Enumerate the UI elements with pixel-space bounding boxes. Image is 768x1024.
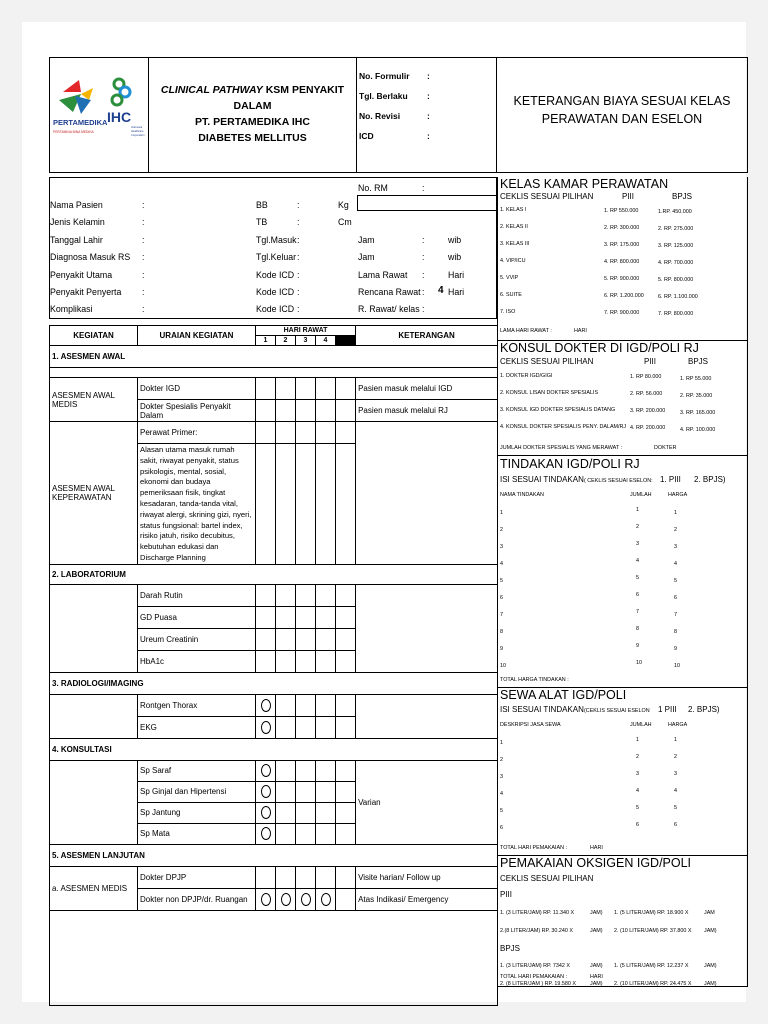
check-cell[interactable] [276, 444, 296, 565]
sewa-harga-number: 2 [674, 754, 677, 760]
opt-bpjs: 2. BPJS) [688, 705, 720, 714]
check-box[interactable] [256, 444, 276, 565]
label-bb: BB [256, 200, 268, 210]
svg-text:Corporation: Corporation [131, 134, 145, 137]
kons-sp-saraf: Sp Saraf [138, 760, 256, 781]
oksigen-unit: JAM) [590, 963, 603, 969]
col-kegiatan: KEGIATAN [50, 326, 138, 346]
label-jam: Jam [358, 235, 375, 245]
bpjs-label: BPJS [688, 357, 709, 366]
total-harga-label: TOTAL HARGA TINDAKAN : [500, 677, 569, 683]
form-header [49, 57, 748, 173]
opt-piii: 1 PIII [658, 705, 677, 714]
table-row [50, 584, 498, 606]
colon: : [142, 200, 145, 210]
table-row [50, 760, 498, 781]
ceklis-eselon-label: ( CEKLIS SESUAI ESELON: [584, 478, 653, 484]
tindakan-jumlah-number: 10 [636, 660, 642, 666]
asesmen-medis-a: a. ASESMEN MEDIS [50, 866, 138, 910]
tindakan-jumlah-number: 6 [636, 592, 639, 598]
kelas-bpjs-price: 7. RP. 800.000 [658, 311, 694, 317]
konsul-piii-price: 2. RP. 56.000 [630, 391, 663, 397]
check-cell[interactable] [296, 378, 316, 400]
label-kode-icd: Kode ICD [256, 287, 295, 297]
right-title-line1: KETERANGAN BIAYA SESUAI KELAS [513, 94, 731, 108]
tindakan-harga-number: 1 [674, 510, 677, 516]
kelas-piii-price: 2. RP. 300.000 [604, 225, 640, 231]
kelas-bpjs-price: 2. RP. 275.000 [658, 226, 694, 232]
kelas-piii-price: 4. RP. 800.000 [604, 259, 640, 265]
kelas-item: 5. VVIP [500, 275, 519, 281]
piii-label: PIII [500, 890, 513, 899]
kelas-item: 2. KELAS II [500, 224, 528, 230]
jumlah-header: JUMLAH [630, 722, 652, 728]
oksigen-option: 1. (3 LITER/JAM) RP. 11.340 X [500, 910, 575, 916]
konsul-bpjs-price: 1. RP 55.000 [680, 376, 712, 382]
colon: : [422, 287, 425, 297]
section-asesmen-lanjutan: 5. ASESMEN LANJUTAN [50, 844, 498, 866]
oksigen-title: PEMAKAIAN OKSIGEN IGD/POLI [500, 856, 692, 870]
right-title-line2: PERAWATAN DAN ESELON [541, 112, 703, 126]
svg-text:IHC: IHC [107, 109, 132, 125]
tindakan-row-number: 10 [500, 663, 506, 669]
konsul-piii-price: 3. RP. 200.000 [630, 408, 666, 414]
konsul-bpjs-price: 4. RP. 100.000 [680, 427, 716, 433]
kelas-item: 1. KELAS I [500, 207, 527, 213]
kelas-bpjs-price: 4. RP. 700.000 [658, 260, 694, 266]
tindakan-jumlah-number: 1 [636, 507, 639, 513]
table-row [50, 378, 498, 400]
no-rm-label: No. RM [358, 183, 388, 193]
meta-icd: ICD : [359, 131, 430, 141]
ceklis-eselon-label: (CEKLIS SESUAI ESELON [584, 708, 650, 714]
total-hari-label: TOTAL HARI PEMAKAIAN : [500, 845, 567, 851]
colon: : [297, 235, 300, 245]
kelas-bpjs-price: 1.RP. 450.000 [658, 209, 692, 215]
tindakan-jumlah-number: 4 [636, 558, 639, 564]
oksigen-unit: JAM) [704, 981, 717, 987]
kelas-piii-price: 7. RP. 900.000 [604, 310, 640, 316]
label-penyakit-penyerta: Penyakit Penyerta [50, 287, 122, 297]
tindakan-harga-number: 7 [674, 612, 677, 618]
tindakan-harga-number: 4 [674, 561, 677, 567]
piii-label: PIII [622, 192, 635, 201]
oksigen-option: 2. (8 LITER/JAM ) RP. 19.580 X [500, 981, 576, 987]
kons-sp-mata: Sp Mata [138, 823, 256, 844]
check-box[interactable] [256, 584, 276, 606]
oksigen-option: 2. (10 LITER/JAM) RP. 37.800 X [614, 928, 692, 934]
sewa-harga-number: 4 [674, 788, 677, 794]
oksigen-option: 1. (5 LITER/JAM) RP. 18.900 X [614, 910, 689, 916]
check-circle[interactable] [256, 781, 276, 802]
unit-cm: Cm [338, 217, 352, 227]
tindakan-row-number: 7 [500, 612, 503, 618]
colon: : [297, 200, 300, 210]
unit-hari: Hari [448, 287, 465, 297]
colon: : [142, 287, 145, 297]
tindakan-row-number: 4 [500, 561, 503, 567]
sewa-jumlah-number: 3 [636, 771, 639, 777]
svg-text:Healthcare: Healthcare [131, 130, 144, 133]
title-ksm: KSM PENYAKIT DALAM [233, 84, 345, 112]
colon: : [297, 217, 300, 227]
jumlah-dokter-label: JUMLAH DOKTER SPESIALIS YANG MERAWAT : [500, 445, 623, 451]
rencana-rawat-value: 4 [438, 285, 444, 296]
svg-text:PERTAMEDIKA: PERTAMEDIKA [53, 118, 108, 127]
lab-hba1c: HbA1c [138, 650, 256, 672]
oksigen-option: 2.(8 LITER/JAM) RP. 30.240 X [500, 928, 574, 934]
tindakan-jumlah-number: 8 [636, 626, 639, 632]
konsul-item: 1. DOKTER IGD/GIGI [500, 373, 553, 379]
label-nama-pasien: Nama Pasien [50, 200, 103, 210]
tindakan-harga-number: 5 [674, 578, 677, 584]
nama-tindakan-header: NAMA TINDAKAN [500, 492, 544, 498]
hari-label: HARI [574, 328, 587, 334]
konsul-item: 2. KONSUL LISAN DOKTER SPESIALIS [500, 390, 599, 396]
check-box[interactable] [256, 400, 276, 422]
opt-bpjs: 2. BPJS) [694, 475, 726, 484]
title-clinical-pathway: CLINICAL PATHWAY [160, 84, 263, 96]
label-tgl-masuk: Tgl.Masuk [256, 235, 297, 245]
sewa-row-number: 4 [500, 791, 503, 797]
lama-hari-label: LAMA HARI RAWAT : [500, 328, 552, 334]
check-box[interactable] [256, 606, 276, 628]
table-header-row [50, 326, 498, 336]
konsul-bpjs-price: 3. RP. 165.000 [680, 410, 716, 416]
kelas-item: 3. KELAS III [500, 241, 530, 247]
hari-label: HARI [590, 845, 603, 851]
colon: : [142, 304, 145, 314]
check-cell[interactable] [276, 400, 296, 422]
unit-hari: Hari [448, 270, 465, 280]
colon: : [297, 304, 300, 314]
check-cell[interactable] [276, 378, 296, 400]
day-4: 4 [316, 336, 336, 346]
ket-indikasi: Atas Indikasi/ Emergency [356, 888, 498, 910]
patient-info [49, 177, 497, 319]
sewa-row-number: 5 [500, 808, 503, 814]
check-cell[interactable] [296, 444, 316, 565]
meta-no-revisi: No. Revisi : [359, 111, 430, 121]
uraian-dokter-spesialis: Dokter Spesialis Penyakit Dalam [138, 400, 256, 422]
svg-text:PERTAMINA BINA MEDIKA: PERTAMINA BINA MEDIKA [53, 130, 94, 134]
tindakan-row-number: 9 [500, 646, 503, 652]
kelas-bpjs-price: 3. RP. 125.000 [658, 243, 694, 249]
unit-kg: Kg [338, 200, 349, 210]
colon: : [422, 304, 425, 314]
colon: : [422, 235, 425, 245]
sewa-jumlah-number: 5 [636, 805, 639, 811]
label-tgl-keluar: Tgl.Keluar [256, 252, 297, 262]
sewa-row-number: 6 [500, 825, 503, 831]
check-box[interactable] [256, 628, 276, 650]
piii-label: PIII [644, 357, 657, 366]
sewa-row-number: 1 [500, 740, 503, 746]
kelas-bpjs-price: 5. RP. 800.000 [658, 277, 694, 283]
check-box[interactable] [296, 866, 316, 888]
label-jenis-kelamin: Jenis Kelamin [50, 217, 105, 227]
tindakan-jumlah-number: 5 [636, 575, 639, 581]
svg-text:Indonesia: Indonesia [131, 126, 143, 129]
kelas-piii-price: 6. RP. 1.200.000 [604, 293, 644, 299]
section-konsultasi: 4. KONSULTASI [50, 738, 498, 760]
konsul-piii-price: 1. RP 80.000 [630, 374, 662, 380]
tindakan-harga-number: 8 [674, 629, 677, 635]
ceklis-label: CEKLIS SESUAI PILIHAN [500, 357, 594, 366]
unit-wib: wib [448, 235, 462, 245]
ceklis-label: CEKLIS SESUAI PILIHAN [500, 874, 594, 883]
sewa-jumlah-number: 4 [636, 788, 639, 794]
oksigen-option: 1. (5 LITER/JAM) RP. 12.237 X [614, 963, 689, 969]
colon: : [422, 270, 425, 280]
check-box[interactable] [256, 378, 276, 400]
ket-visite: Visite harian/ Follow up [356, 866, 498, 888]
oksigen-unit: JAM) [704, 963, 717, 969]
check-circle[interactable] [256, 888, 276, 910]
kons-sp-ginjal: Sp Ginjal dan Hipertensi [138, 781, 256, 802]
uraian-dokter-non-dpjp: Dokter non DPJP/dr. Ruangan [138, 888, 256, 910]
label-komplikasi: Komplikasi [50, 304, 93, 314]
table-row [50, 866, 498, 888]
pertamedika-logo-icon [51, 70, 149, 150]
tindakan-harga-number: 2 [674, 527, 677, 533]
konsul-bpjs-price: 2. RP. 35.000 [680, 393, 713, 399]
total-hari-label: TOTAL HARI PEMAKAIAN : [500, 974, 567, 980]
uraian-dokter-igd: Dokter IGD [138, 378, 256, 400]
check-circle[interactable] [296, 888, 316, 910]
label-penyakit-utama: Penyakit Utama [50, 270, 113, 280]
colon: : [142, 252, 145, 262]
oksigen-unit: JAM) [590, 910, 603, 916]
col-keterangan: KETERANGAN [356, 326, 498, 346]
check-cell[interactable] [316, 422, 336, 444]
label-diagnosa: Diagnosa Masuk RS [50, 252, 131, 262]
meta-no-formulir: No. Formulir : [359, 71, 430, 81]
check-cell[interactable] [316, 400, 336, 422]
check-box[interactable] [316, 866, 336, 888]
rad-ekg: EKG [138, 716, 256, 738]
ket-varian: Varian [356, 760, 498, 844]
check-cell[interactable] [336, 444, 356, 565]
form-title [149, 57, 357, 173]
right-header-title [497, 57, 748, 173]
table-row [50, 694, 498, 716]
tindakan-row-number: 1 [500, 510, 503, 516]
check-cell[interactable] [256, 422, 276, 444]
label-lama-rawat: Lama Rawat [358, 270, 408, 280]
colon: : [142, 270, 145, 280]
kelas-title: KELAS KAMAR PERAWATAN [500, 177, 669, 191]
sewa-row-number: 2 [500, 757, 503, 763]
page-background [22, 22, 746, 1002]
check-cell[interactable] [316, 444, 336, 565]
sewa-jumlah-number: 6 [636, 822, 639, 828]
colon: : [297, 287, 300, 297]
ket-rj: Pasien masuk melalui RJ [356, 400, 498, 422]
section-radiologi: 3. RADIOLOGI/IMAGING [50, 672, 498, 694]
uraian-dokter-dpjp: Dokter DPJP [138, 866, 256, 888]
bpjs-label: BPJS [672, 192, 693, 201]
day-3: 3 [296, 336, 316, 346]
kelas-piii-price: 1. RP 550.000 [604, 208, 639, 214]
kelas-piii-price: 5. RP. 900.000 [604, 276, 640, 282]
check-circle[interactable] [256, 760, 276, 781]
check-circle[interactable] [256, 694, 276, 716]
activities-table [49, 325, 497, 1006]
ceklis-label: CEKLIS SESUAI PILIHAN [500, 192, 594, 201]
sewa-harga-number: 1 [674, 737, 677, 743]
harga-header: HARGA [668, 492, 688, 498]
jumlah-header: JUMLAH [630, 492, 652, 498]
check-box[interactable] [276, 866, 296, 888]
oksigen-option: 1. (3 LITER/JAM) RP. 7342 X [500, 963, 571, 969]
check-cell[interactable] [296, 422, 316, 444]
check-circle[interactable] [256, 802, 276, 823]
check-cell[interactable] [336, 378, 356, 400]
oksigen-unit: JAM) [590, 981, 603, 987]
check-cell[interactable] [336, 422, 356, 444]
isi-tindakan-label: ISI SESUAI TINDAKAN [500, 475, 584, 484]
asesmen-awal-keperawatan: ASESMEN AWAL KEPERAWATAN [50, 422, 138, 565]
sewa-harga-number: 5 [674, 805, 677, 811]
konsul-piii-price: 4. RP. 200.000 [630, 425, 666, 431]
meta-tgl-berlaku: Tgl. Berlaku : [359, 91, 430, 101]
kelas-bpjs-price: 6. RP. 1.100.000 [658, 294, 698, 300]
uraian-perawat-primer: Perawat Primer: [138, 422, 256, 444]
oksigen-option: 2. (10 LITER/JAM) RP. 24.475 X [614, 981, 692, 987]
tindakan-row-number: 8 [500, 629, 503, 635]
kons-sp-jantung: Sp Jantung [138, 802, 256, 823]
check-circle[interactable] [256, 716, 276, 738]
konsul-item: 4. KONSUL DOKTER SPESIALIS PENY. DALAM/RJ [500, 424, 627, 430]
section-asesmen-awal: 1. ASESMEN AWAL [50, 346, 498, 368]
unit-wib: wib [448, 252, 462, 262]
label-rencana-rawat: Rencana Rawat [358, 287, 421, 297]
rad-rontgen-thorax: Rontgen Thorax [138, 694, 256, 716]
day-2: 2 [276, 336, 296, 346]
sewa-jumlah-number: 1 [636, 737, 639, 743]
sewa-harga-number: 3 [674, 771, 677, 777]
dokter-label: DOKTER [654, 445, 677, 451]
label-tanggal-lahir: Tanggal Lahir [50, 235, 103, 245]
asesmen-awal-medis: ASESMEN AWAL MEDIS [50, 378, 138, 422]
tindakan-jumlah-number: 2 [636, 524, 639, 530]
sewa-row-number: 3 [500, 774, 503, 780]
tindakan-title: TINDAKAN IGD/POLI RJ [500, 457, 640, 471]
tindakan-row-number: 2 [500, 527, 503, 533]
tindakan-jumlah-number: 7 [636, 609, 639, 615]
table-row [50, 422, 498, 444]
check-circle[interactable] [256, 823, 276, 844]
konsul-item: 3. KONSUL IGD DOKTER SPESIALIS DATANG [500, 407, 616, 413]
check-cell[interactable] [276, 422, 296, 444]
check-circle[interactable] [316, 888, 336, 910]
tindakan-row-number: 5 [500, 578, 503, 584]
colon: : [297, 270, 300, 280]
logo-cell [49, 57, 149, 173]
title-disease: DIABETES MELLITUS [198, 132, 307, 144]
kelas-item: 6. SUITE [500, 292, 522, 298]
tindakan-harga-number: 10 [674, 663, 680, 669]
uraian-alasan: Alasan utama masuk rumah sakit, riwayat penyakit, status psikologis, mental, sosial, ekonomi dan budaya pemeriksaan fisik, tingkat kesadaran, tanda-tanda vital, riwayat alergi, skrining gizi, nyeri, status fungsional: bartel index, risiko jatuh, risiko decubitus, kebutuhan edukasi dan Discharge Planning [138, 444, 256, 565]
col-uraian: URAIAN KEGIATAN [138, 326, 256, 346]
col-hari-rawat: HARI RAWAT [256, 326, 356, 336]
check-circle[interactable] [276, 888, 296, 910]
colon: : [142, 217, 145, 227]
lab-darah-rutin: Darah Rutin [138, 584, 256, 606]
section-laboratorium: 2. LABORATORIUM [50, 564, 498, 584]
sewa-title: SEWA ALAT IGD/POLI [500, 688, 627, 702]
tindakan-row-number: 6 [500, 595, 503, 601]
deskripsi-header: DESKRIPSI JASA SEWA [500, 722, 561, 728]
check-cell[interactable] [336, 400, 356, 422]
sewa-harga-number: 6 [674, 822, 677, 828]
kelas-item: 4. VIP/ICU [500, 258, 526, 264]
check-box[interactable] [256, 650, 276, 672]
lab-gd-puasa: GD Puasa [138, 606, 256, 628]
lab-ureum-creatinin: Ureum Creatinin [138, 628, 256, 650]
label-kode-icd: Kode ICD [256, 270, 295, 280]
tindakan-jumlah-number: 3 [636, 541, 639, 547]
check-cell[interactable] [296, 400, 316, 422]
ket-igd: Pasien masuk melalui IGD [356, 378, 498, 400]
oksigen-unit: JAM) [704, 928, 717, 934]
day-blank [336, 336, 356, 346]
tindakan-harga-number: 3 [674, 544, 677, 550]
cost-panel [497, 177, 748, 987]
kelas-item: 7. ISO [500, 309, 516, 315]
form-meta [357, 57, 497, 173]
oksigen-unit: JAM) [590, 928, 603, 934]
harga-header: HARGA [668, 722, 688, 728]
colon: : [142, 235, 145, 245]
kelas-piii-price: 3. RP. 175.000 [604, 242, 640, 248]
hari-label: HARI [590, 974, 603, 980]
oksigen-unit: JAM [704, 910, 715, 916]
tindakan-row-number: 3 [500, 544, 503, 550]
opt-piii: 1. PIII [660, 475, 681, 484]
title-company: PT. PERTAMEDIKA IHC [195, 116, 310, 128]
day-1: 1 [256, 336, 276, 346]
isi-tindakan-label: ISI SESUAI TINDAKAN [500, 705, 584, 714]
tindakan-harga-number: 9 [674, 646, 677, 652]
label-ruang-rawat: R. Rawat/ kelas [358, 304, 420, 314]
tindakan-harga-number: 6 [674, 595, 677, 601]
colon: : [422, 183, 425, 193]
bpjs-label: BPJS [500, 944, 521, 953]
tindakan-jumlah-number: 9 [636, 643, 639, 649]
check-cell[interactable] [316, 378, 336, 400]
clinical-pathway-form [49, 57, 748, 987]
label-tb: TB [256, 217, 268, 227]
colon: : [422, 252, 425, 262]
label-jam: Jam [358, 252, 375, 262]
konsul-title: KONSUL DOKTER DI IGD/POLI RJ [500, 341, 699, 355]
sewa-jumlah-number: 2 [636, 754, 639, 760]
label-kode-icd: Kode ICD [256, 304, 295, 314]
colon: : [297, 252, 300, 262]
check-box[interactable] [256, 866, 276, 888]
